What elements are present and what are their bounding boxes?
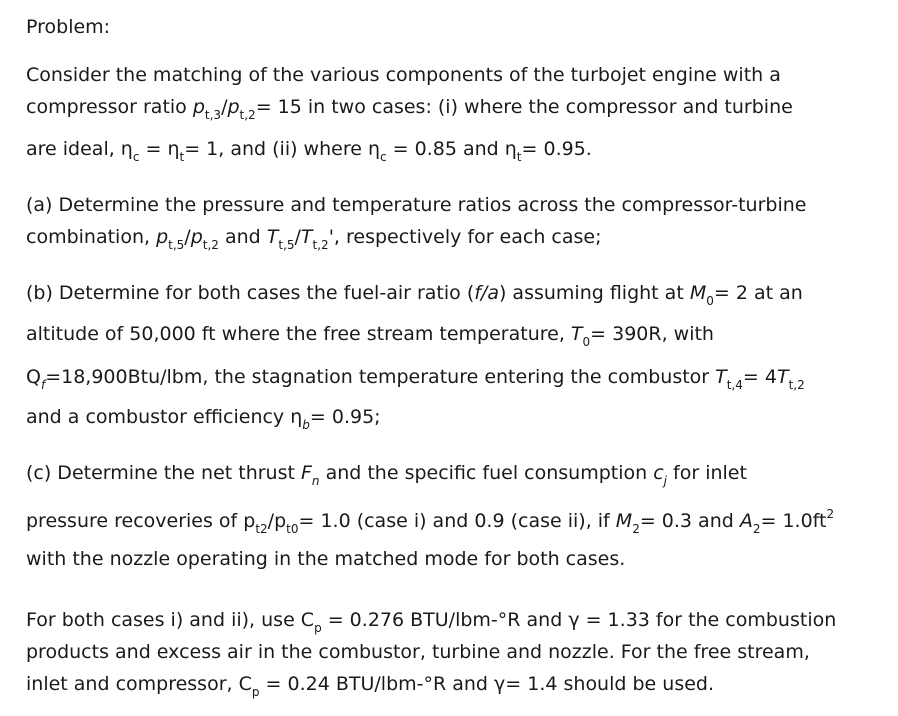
var-F: F: [300, 462, 312, 484]
eta-symbol: η: [120, 138, 133, 160]
part-c-line-3: [26, 550, 625, 569]
sub-t2: t,2: [788, 378, 805, 392]
footer-line-3: [26, 673, 715, 699]
eta-symbol: η: [290, 406, 303, 428]
sub-t5: t,5: [278, 238, 295, 252]
sub-t4: t,4: [726, 378, 743, 392]
part-b-line-2: [26, 323, 854, 349]
sub-t3: t,3: [204, 108, 222, 122]
sub-0: 0: [706, 294, 714, 308]
footer-text-3c: = 1.4 should be used.: [505, 673, 715, 695]
intro-line-2: [26, 96, 793, 122]
intro-text-2b: = 15 in two cases: (i) where the compressor and turbine: [255, 96, 793, 118]
intro-text-3c: = 0.85 and: [386, 138, 505, 160]
part-b-text-4a: and a combustor efficiency: [26, 406, 291, 428]
sub-t5: t,5: [168, 238, 185, 252]
intro-text-2a: compressor ratio: [26, 96, 193, 118]
sub-t0: t0: [286, 522, 299, 536]
part-c-text-2c: = 0.3 and: [639, 510, 740, 532]
problem-heading: Problem:: [26, 16, 111, 38]
var-p: p: [192, 96, 205, 118]
sub-c: c: [380, 150, 387, 164]
part-b-text-3a: =18,900Btu/lbm, the stagnation temperature entering the combustor: [45, 366, 716, 388]
slash: /: [294, 226, 301, 248]
part-a-text-2a: combination,: [26, 226, 157, 248]
var-p: p: [190, 226, 203, 248]
var-M: M: [689, 282, 707, 304]
part-b-text-1b: ) assuming flight at: [498, 282, 690, 304]
footer-text-2: products and excess air in the combustor, turbine and nozzle. For the free stream,: [26, 641, 810, 663]
part-c-text-1c: for inlet: [667, 462, 747, 484]
part-b-line-3: [26, 366, 805, 392]
intro-line-1: [26, 66, 854, 85]
part-c-text-2d: = 1.0ft: [760, 510, 827, 532]
footer-line-2: [26, 643, 810, 662]
var-p: p: [156, 226, 169, 248]
fuel-air-ratio: f/a: [474, 282, 499, 304]
part-b-text-2: altitude of 50,000 ft where the free stream temperature,: [26, 323, 571, 345]
eta-symbol: η: [367, 138, 380, 160]
var-T: T: [300, 226, 313, 248]
footer-text-1c: = 1.33 for the combustion: [579, 609, 837, 631]
part-b-line-4: [26, 406, 381, 432]
part-b-line-1: [26, 282, 803, 308]
footer-text-1b: = 0.276 BTU/lbm-°R and: [321, 609, 569, 631]
intro-text-3d: = 0.95.: [521, 138, 592, 160]
intro-line-3: [26, 138, 592, 164]
sub-p: p: [251, 685, 260, 699]
sub-j: j: [663, 474, 667, 488]
var-c: c: [653, 462, 664, 484]
part-b-text-1a: (b) Determine for both cases the fuel-air ratio (: [26, 282, 475, 304]
var-M: M: [615, 510, 633, 532]
var-T: T: [266, 226, 279, 248]
part-b-text-1c: = 2 at an: [713, 282, 803, 304]
footer-text-3a: inlet and compressor, C: [26, 673, 252, 695]
footer-text-3b: = 0.24 BTU/lbm-°R and: [259, 673, 495, 695]
sub-c: c: [132, 150, 140, 164]
part-c-text-2a: pressure recoveries of p: [26, 510, 256, 532]
sub-t2: t2: [255, 522, 268, 536]
eta-symbol: η: [167, 138, 180, 160]
sub-t: t: [516, 150, 522, 164]
var-T: T: [715, 366, 727, 388]
sub-2: 2: [632, 522, 640, 536]
part-c-text-1b: and the specific fuel consumption: [319, 462, 654, 484]
sub-t2: t,2: [239, 108, 256, 122]
intro-text-3b: = 1, and (ii) where: [184, 138, 368, 160]
sub-0: 0: [582, 335, 591, 349]
intro-text-1: Consider the matching of the various components of the turbojet engine with a: [26, 64, 781, 86]
sub-t2: t,2: [202, 238, 219, 252]
part-a-line-1: [26, 196, 854, 215]
footer-text-1a: For both cases i) and ii), use C: [26, 609, 315, 631]
sub-n: n: [311, 474, 320, 488]
part-a-line-2: [26, 226, 602, 252]
sub-p: p: [314, 621, 322, 635]
gamma-symbol: γ: [494, 673, 506, 695]
slash: /: [221, 96, 228, 118]
gamma-symbol: γ: [568, 609, 580, 631]
intro-text-3a: are ideal,: [26, 138, 121, 160]
var-p: p: [227, 96, 240, 118]
slash-p: /p: [267, 510, 287, 532]
equals: =: [139, 138, 168, 160]
part-c-line-1: [26, 462, 854, 488]
eta-symbol: η: [504, 138, 517, 160]
part-c-text-1a: (c) Determine the net thrust: [26, 462, 301, 484]
part-b-text-3b: = 4: [742, 366, 777, 388]
sup-2: 2: [826, 507, 835, 521]
slash: /: [184, 226, 191, 248]
part-a-text-2b: ', respectively for each case;: [328, 226, 602, 248]
and-text: and: [218, 226, 267, 248]
part-b-text-4b: = 0.95;: [309, 406, 381, 428]
part-a-text-1: (a) Determine the pressure and temperature ratios across the compressor-turbine: [26, 194, 807, 216]
sub-b: b: [302, 418, 310, 432]
part-c-line-2: [26, 507, 835, 536]
footer-line-1: [26, 609, 854, 635]
sub-f: f: [40, 378, 46, 392]
var-T: T: [570, 323, 583, 345]
sub-2: 2: [752, 522, 761, 536]
part-c-text-3: with the nozzle operating in the matched mode for both cases.: [26, 548, 626, 570]
sub-t2: t,2: [312, 238, 329, 252]
var-A: A: [739, 510, 753, 532]
part-c-text-2b: = 1.0 (case i) and 0.9 (case ii), if: [298, 510, 616, 532]
var-Q: Q: [26, 366, 41, 388]
sub-t: t: [179, 150, 185, 164]
part-b-text-2b: = 390R, with: [590, 323, 714, 345]
var-T: T: [776, 366, 789, 388]
